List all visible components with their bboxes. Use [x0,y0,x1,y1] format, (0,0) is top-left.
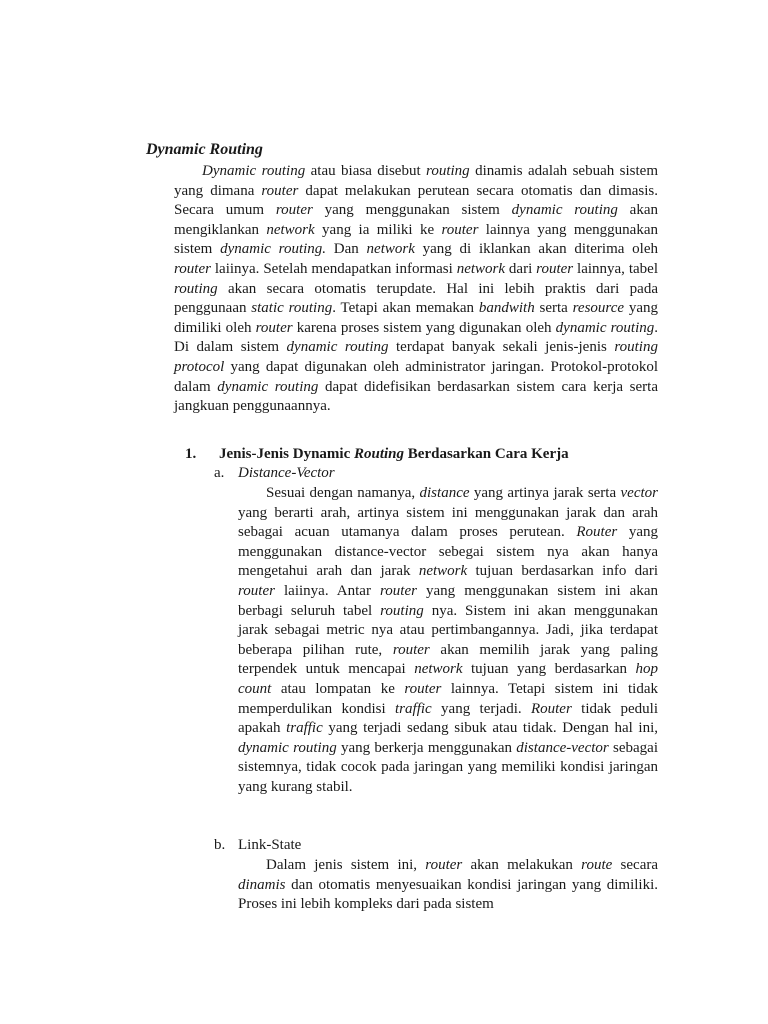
subsection-b-heading [214,836,301,856]
italic-term: Router [530,700,572,717]
italic-term: dynamic routing. [220,241,327,258]
section-1-heading [185,445,569,465]
italic-term: Dynamic routing [202,163,306,179]
italic-term: network [418,563,468,580]
italic-term: router [261,182,299,199]
italic-term: router [425,857,463,873]
italic-term: route [581,857,613,873]
italic-term: network [456,260,506,277]
italic-term: traffic [395,700,432,717]
italic-term: hop count [238,661,658,697]
document-title: Dynamic Routing [146,141,263,158]
distance-vector-paragraph: Sesuai dengan namanya, distance yang artinya jarak serta vector yang berarti arah, artinya sistem ini menggunakan jarak dan arah sebagai acuan utamanya dalam proses perutean. Router yang menggunakan distance-vector sebegai sistem nya akan hanya mengetahui arah dan jarak network tujuan berdasarkan info dari router laiinya. Antar router yang menggunakan sistem ini akan berbagi seluruh tabel routing nya. Sistem ini akan menggunakan jarak sebagai metric nya atau pertimbangannya. Jadi, jika terdapat beberapa pilihan rute, router akan memilih jarak yang paling terpendek untuk mencapai network tujuan yang berdasarkan hop count atau lompatan ke router lainnya. Tetapi sistem ini tidak memperdulikan kondisi traffic yang terjadi. Router tidak peduli apakah traffic yang terjadi sedang sibuk atau tidak. Dengan hal ini, dynamic routing yang berkerja menggunakan distance-vector sebagai sistemnya, tidak cocok pada jaringan yang memiliki kondisi jaringan yang kurang stabil. [238,485,658,795]
italic-term: vector [620,485,658,501]
italic-term: traffic [286,720,323,737]
italic-term: dynamic routing [511,202,618,219]
italic-term: dynamic routing [238,739,337,756]
italic-term: router [441,221,479,238]
italic-term: router [174,260,211,277]
italic-term: router [392,641,430,658]
section-1-number: 1. [185,446,197,462]
italic-term: network [366,241,415,258]
italic-term: routing [426,163,470,179]
italic-term: routing [174,280,218,297]
link-state-paragraph: Dalam jenis sistem ini, router akan melakukan route secara dinamis dan otomatis menyesuaikan kondisi jaringan yang dimiliki. Proses ini lebih kompleks dari pada sistem [238,857,659,913]
intro-paragraph: Dynamic routing atau biasa disebut routing dinamis adalah sebuah sistem yang dimana router dapat melakukan perutean secara otomatis dan dimasis. Secara umum router yang menggunakan sistem dynamic routing akan mengiklankan network yang ia miliki ke router lainnya yang menggunakan sistem dynamic routing. Dan network yang di iklankan akan diterima oleh router laiinya. Setelah mendapatkan informasi network dari router lainnya, tabel routing akan secara otomatis terupdate. Hal ini lebih praktis dari pada penggunaan static routing. Tetapi akan memakan bandwith serta resource yang dimiliki oleh router karena proses sistem yang digunakan oleh dynamic routing. Di dalam sistem dynamic routing terdapat banyak sekali jenis-jenis routing protocol yang dapat digunakan oleh administrator jaringan. Protokol-protokol dalam dynamic routing dapat didefisikan berdasarkan sistem cara kerja serta jangkuan penggunaannya. [174,163,658,415]
italic-term: router [275,202,313,219]
italic-term: network [414,661,463,678]
italic-term: network [266,221,315,238]
section-1-title: Jenis-Jenis Dynamic Routing Berdasarkan Cara Kerja [219,446,569,462]
italic-term: routing [380,602,424,619]
subsection-a-title: Distance-Vector [238,465,335,481]
italic-term: bandwith [478,300,535,317]
italic-term: router [238,582,275,599]
italic-term: resource [572,300,625,317]
italic-term: router [536,260,574,277]
italic-term: router [380,582,417,599]
italic-term: dynamic routing [217,378,319,395]
italic-term: dynamic routing [555,319,655,336]
italic-term: router [404,680,442,697]
italic-term: distance-vector [516,739,609,756]
italic-term: router [255,319,293,336]
italic-term: distance [419,485,470,501]
subsection-a-label: a. [214,465,225,481]
italic-term: static routing [251,300,333,317]
italic-term: routing protocol [174,339,658,375]
italic-term: Router [576,524,618,541]
subsection-b-label: b. [214,837,226,853]
subsection-b-title: Link-State [238,837,302,853]
italic-term: dinamis [238,876,286,893]
italic-term: Routing [354,446,405,462]
italic-term: dynamic routing [286,339,389,356]
subsection-a-heading [214,464,335,484]
